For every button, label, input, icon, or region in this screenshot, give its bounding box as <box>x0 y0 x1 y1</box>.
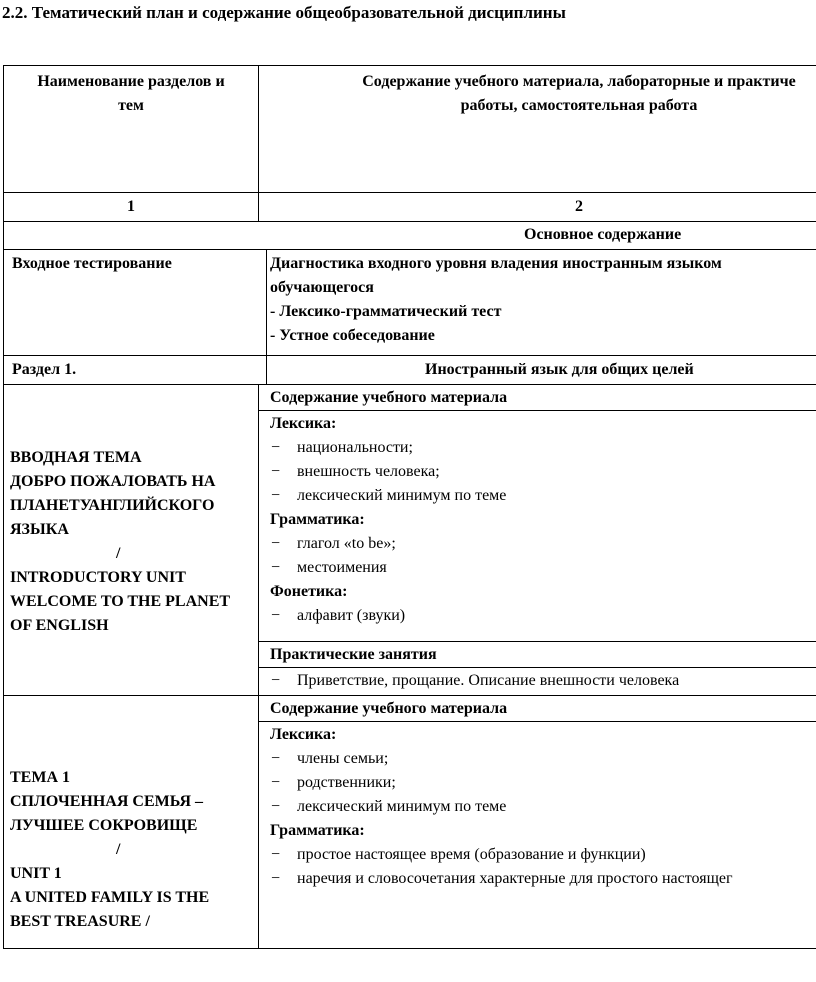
unit1-content-body <box>259 722 816 891</box>
dash-bullet: − <box>271 870 281 887</box>
practice-body <box>259 668 816 696</box>
list-item-text: Приветствие, прощание. Описание внешности человека <box>297 672 680 689</box>
dash-bullet: − <box>271 798 281 815</box>
list-item-text: наречия и словосочетания характерные для простого настоящег <box>297 870 733 887</box>
dash-bullet: − <box>271 846 281 863</box>
list-item-text: лексический минимум по теме <box>297 487 507 504</box>
entry-test-line: обучающегося <box>270 279 374 296</box>
unit1-topic-cell <box>4 696 259 948</box>
list-item <box>259 747 816 771</box>
topic-line: A UNITED FAMILY IS THE <box>10 889 210 906</box>
header-col1-line1: Наименование разделов и <box>37 73 225 90</box>
main-content-row <box>4 222 816 250</box>
topic-line: OF ENGLISH <box>10 617 109 634</box>
entry-test-line: - Лексико-грамматический тест <box>270 303 502 320</box>
list-item <box>259 867 816 891</box>
main-content-label: Основное содержание <box>524 226 682 243</box>
entry-test-line: - Устное собеседование <box>270 327 435 344</box>
list-item <box>259 604 816 628</box>
topic-slash: / <box>116 841 121 858</box>
topic-line: BEST TREASURE / <box>10 913 150 930</box>
dash-bullet: − <box>271 607 281 624</box>
unit1-content-cell <box>259 696 816 948</box>
column-number-2: 2 <box>575 198 583 215</box>
entry-test-title: Входное тестирование <box>4 250 267 355</box>
list-item-text: алфавит (звуки) <box>297 607 406 624</box>
list-item-text: национальности; <box>297 439 413 456</box>
topic-line: INTRODUCTORY UNIT <box>10 569 186 586</box>
topic-line: UNIT 1 <box>10 865 62 882</box>
list-item-text: лексический минимум по теме <box>297 798 507 815</box>
grammar-label: Грамматика: <box>270 511 365 528</box>
list-item-text: члены семьи; <box>297 750 389 767</box>
topic-slash: / <box>116 545 121 562</box>
list-item <box>259 669 816 693</box>
intro-unit-content-cell <box>259 385 816 695</box>
intro-unit-topic-cell <box>4 385 259 695</box>
dash-bullet: − <box>271 750 281 767</box>
topic-line: ВВОДНАЯ ТЕМА <box>10 449 142 466</box>
topic-line: ДОБРО ПОЖАЛОВАТЬ НА <box>10 473 216 490</box>
header-col2-line1: Содержание учебного материала, лабораторные и практиче <box>362 73 796 90</box>
section1-row <box>4 356 816 385</box>
entry-test-content <box>259 250 816 355</box>
dash-bullet: − <box>271 672 281 689</box>
header-col-content <box>259 66 816 192</box>
dash-bullet: − <box>271 439 281 456</box>
list-item <box>259 532 816 556</box>
list-item <box>259 484 816 508</box>
intro-unit-row <box>4 385 816 696</box>
entry-test-row <box>4 250 816 356</box>
page-heading: 2.2. Тематический план и содержание общеобразовательной дисциплины <box>2 3 566 22</box>
unit1-content-header: Содержание учебного материала <box>259 696 816 722</box>
topic-line: ПЛАНЕТУАНГЛИЙСКОГО <box>10 497 215 514</box>
phonetics-label: Фонетика: <box>270 583 348 600</box>
column-numbers-row <box>4 193 816 222</box>
vocab-label: Лексика: <box>270 726 337 743</box>
vocab-label: Лексика: <box>270 415 337 432</box>
header-col2-line2: работы, самостоятельная работа <box>460 97 698 114</box>
intro-content-body <box>259 411 816 642</box>
list-item-text: родственники; <box>297 774 396 791</box>
list-item-text: внешность человека; <box>297 463 440 480</box>
list-item-text: простое настоящее время (образование и функции) <box>297 846 646 863</box>
topic-line: ТЕМА 1 <box>10 769 70 786</box>
dash-bullet: − <box>271 535 281 552</box>
entry-test-line: Диагностика входного уровня владения иностранным языком <box>270 255 722 272</box>
list-item <box>259 795 816 819</box>
intro-unit-topic <box>10 446 230 638</box>
header-col1-line2: тем <box>118 97 144 114</box>
topic-line: СПЛОЧЕННАЯ СЕМЬЯ – <box>10 793 203 810</box>
list-item <box>259 556 816 580</box>
intro-content-header: Содержание учебного материала <box>259 385 816 411</box>
list-item-text: глагол «to be»; <box>297 535 396 552</box>
list-item <box>259 460 816 484</box>
topic-line: WELCOME TO THE PLANET <box>10 593 231 610</box>
topic-line: ЛУЧШЕЕ СОКРОВИЩЕ <box>10 817 198 834</box>
thematic-plan-table <box>3 65 816 949</box>
list-item-text: местоимения <box>297 559 387 576</box>
practice-label: Практические занятия <box>259 642 816 668</box>
dash-bullet: − <box>271 774 281 791</box>
unit1-topic <box>10 766 209 934</box>
dash-bullet: − <box>271 463 281 480</box>
section1-title: Раздел 1. <box>4 356 267 384</box>
topic-line: ЯЗЫКА <box>10 521 69 538</box>
dash-bullet: − <box>271 487 281 504</box>
unit1-row <box>4 696 816 948</box>
section1-name: Иностранный язык для общих целей <box>425 361 694 378</box>
grammar-label: Грамматика: <box>270 822 365 839</box>
table-header-row <box>4 66 816 193</box>
column-number-1: 1 <box>4 193 259 221</box>
list-item <box>259 771 816 795</box>
dash-bullet: − <box>271 559 281 576</box>
list-item <box>259 843 816 867</box>
header-col-sections <box>4 66 259 192</box>
list-item <box>259 436 816 460</box>
